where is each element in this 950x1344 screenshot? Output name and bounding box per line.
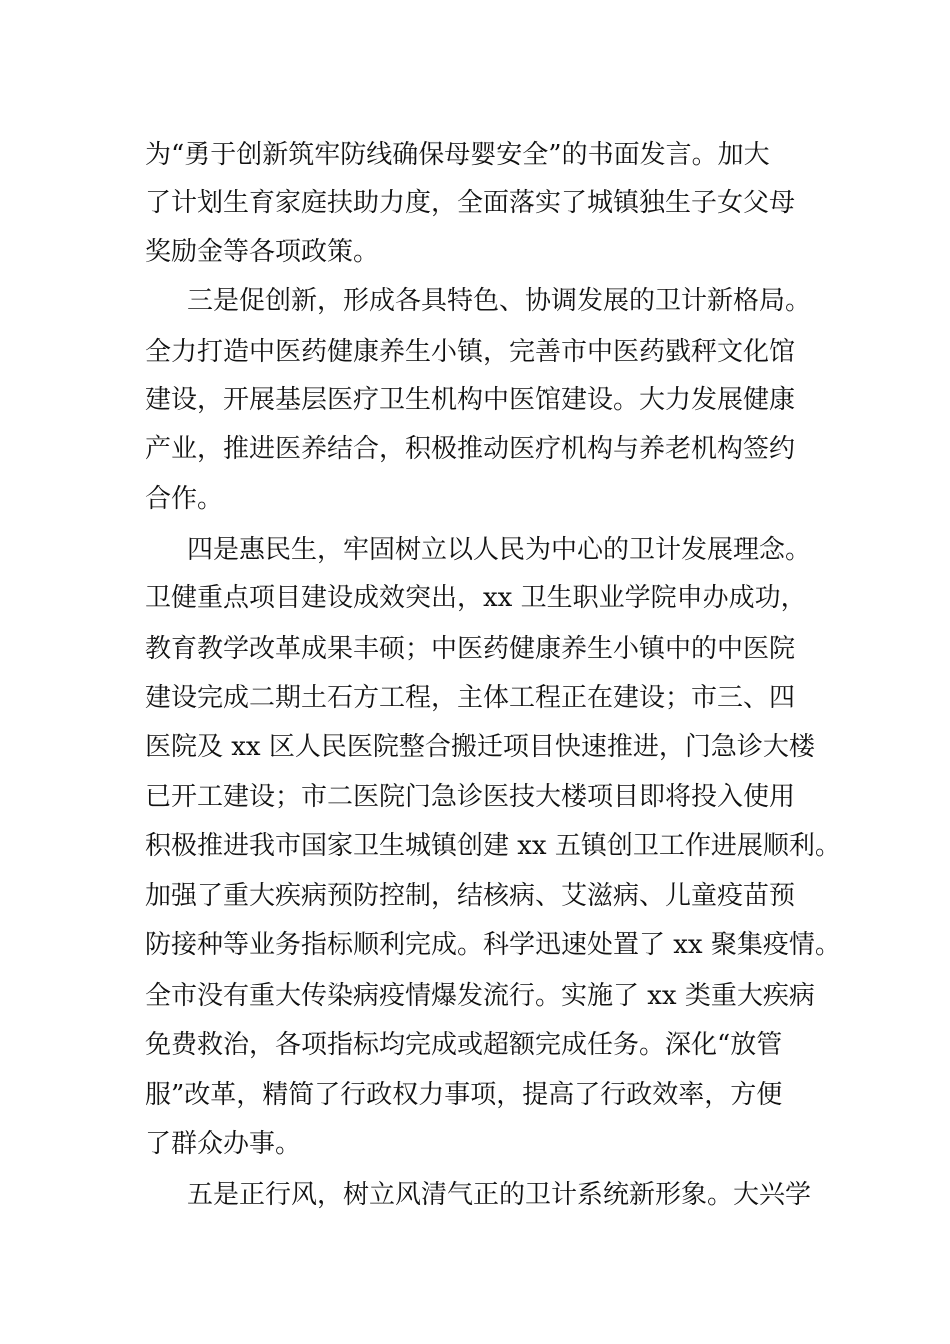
text-line: 已开工建设；市二医院门急诊医技大楼项目即将投入使用: [145, 782, 796, 812]
paragraph-start-line: 四是惠民生，牢固树立以人民为中心的卫计发展理念。: [187, 535, 812, 565]
text-line: 免费救治，各项指标均完成或超额完成任务。深化“放管: [145, 1030, 783, 1060]
text-line: 医院及 xx 区人民医院整合搬迁项目快速推进，门急诊大楼: [145, 732, 815, 762]
paragraph-start-line: 三是促创新，形成各具特色、协调发展的卫计新格局。: [187, 286, 812, 316]
text-line: 全力打造中医药健康养生小镇，完善市中医药戥秤文化馆: [145, 337, 796, 367]
text-line: 了计划生育家庭扶助力度，全面落实了城镇独生子女父母: [145, 188, 796, 218]
text-line: 合作。: [145, 484, 224, 514]
text-line: 积极推进我市国家卫生城镇创建 xx 五镇创卫工作进展顺利。: [145, 831, 841, 861]
text-line: 建设，开展基层医疗卫生机构中医馆建设。大力发展健康: [145, 385, 796, 415]
text-line: 奖励金等各项政策。: [145, 237, 380, 267]
paragraph-start-line: 五是正行风，树立风清气正的卫计系统新形象。大兴学: [187, 1180, 812, 1210]
text-line: 卫健重点项目建设成效突出，xx 卫生职业学院申办成功，: [145, 583, 807, 613]
text-line: 防接种等业务指标顺利完成。科学迅速处置了 xx 聚集疫情。: [145, 930, 841, 960]
text-line: 建设完成二期土石方工程，主体工程正在建设；市三、四: [145, 683, 796, 713]
text-line: 教育教学改革成果丰硕；中医药健康养生小镇中的中医院: [145, 634, 796, 664]
text-line: 加强了重大疾病预防控制，结核病、艾滋病、儿童疫苗预: [145, 881, 796, 911]
text-line: 产业，推进医养结合，积极推动医疗机构与养老机构签约: [145, 434, 796, 464]
text-line: 全市没有重大传染病疫情爆发流行。实施了 xx 类重大疾病: [145, 981, 815, 1011]
text-line: 为“勇于创新筑牢防线确保母婴安全”的书面发言。加大: [145, 140, 770, 170]
text-line: 了群众办事。: [145, 1129, 302, 1159]
text-line: 服”改革，精简了行政权力事项，提高了行政效率，方便: [145, 1080, 783, 1110]
